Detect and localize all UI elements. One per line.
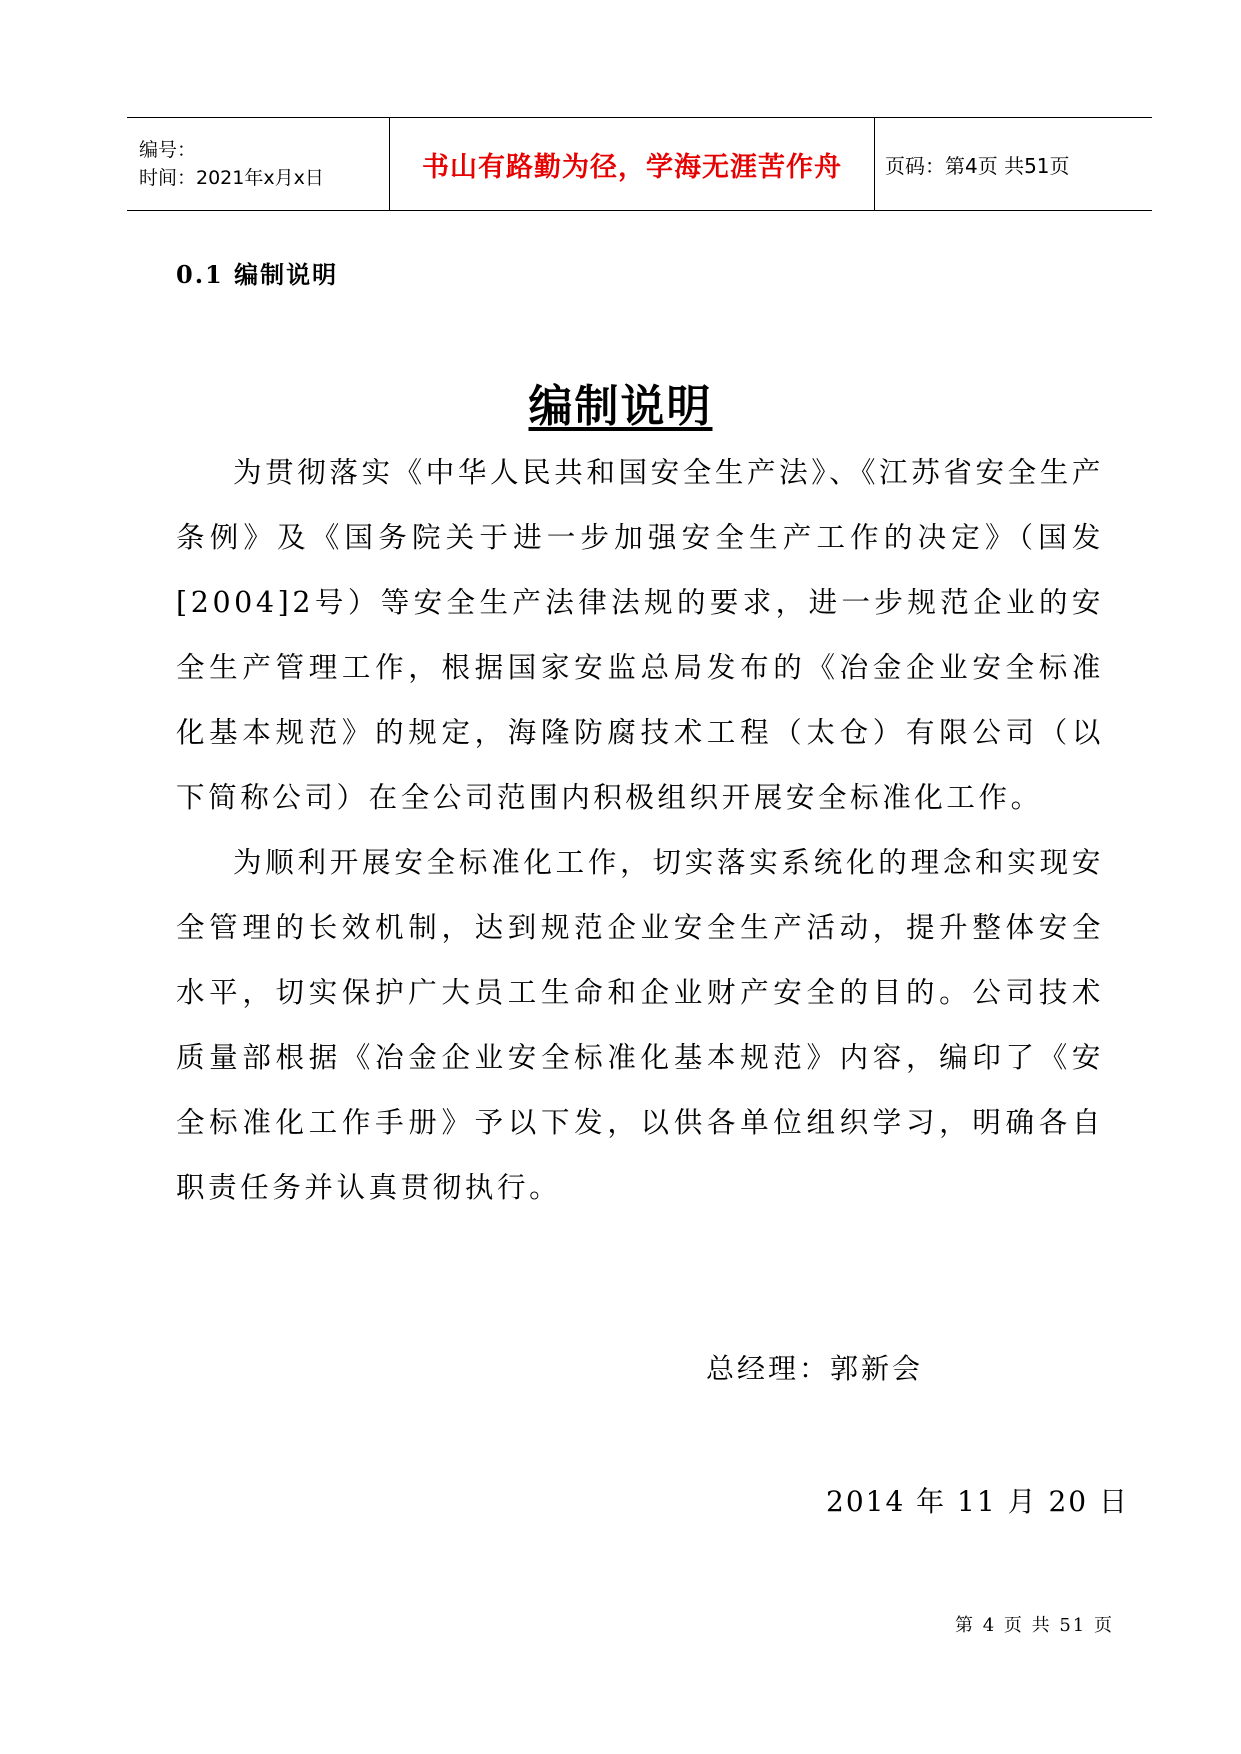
document-title: 编制说明 [528, 381, 713, 432]
paragraph-1: 为贯彻落实《中华人民共和国安全生产法》、《江苏省安全生产条例》及《国务院关于进一步加强安全生产工作的决定》（国发[2004]2号）等安全生产法律法规的要求，进一步规范企业的安全生产管理工作，根据国家安监总局发布的《冶金企业安全标准化基本规范》的规定，海隆防腐技术工程（太仓）有限公司（以下简称公司）在全公司范围内积极组织开展安全标准化工作。 [176, 456, 1104, 814]
header-motto: 书山有路勤为径，学海无涯苦作舟 [422, 151, 842, 183]
section-heading: 0.1 编制说明 [176, 260, 339, 289]
body-text [176, 440, 1104, 1220]
signature: 总经理：郭新会 [706, 1352, 924, 1385]
footer-page-number: 第 4 页 共 51 页 [955, 1615, 1114, 1636]
header-page-cell [875, 118, 1152, 210]
header-page-info: 页码：第4页 共51页 [885, 153, 1070, 178]
serial-number-label: 编号： [139, 139, 197, 161]
header-left-cell [127, 118, 389, 210]
signature-date: 2014 年 11 月 20 日 [826, 1485, 1130, 1518]
header-motto-cell [389, 118, 875, 210]
time-label: 时间：2021年x月x日 [139, 167, 324, 189]
paragraph-2: 为顺利开展安全标准化工作，切实落实系统化的理念和实现安全管理的长效机制，达到规范企业安全生产活动，提升整体安全水平，切实保护广大员工生命和企业财产安全的目的。公司技术质量部根据《冶金企业安全标准化基本规范》内容，编印了《安全标准化工作手册》予以下发，以供各单位组织学习，明确各自职责任务并认真贯彻执行。 [176, 846, 1104, 1204]
header-table [127, 117, 1152, 211]
